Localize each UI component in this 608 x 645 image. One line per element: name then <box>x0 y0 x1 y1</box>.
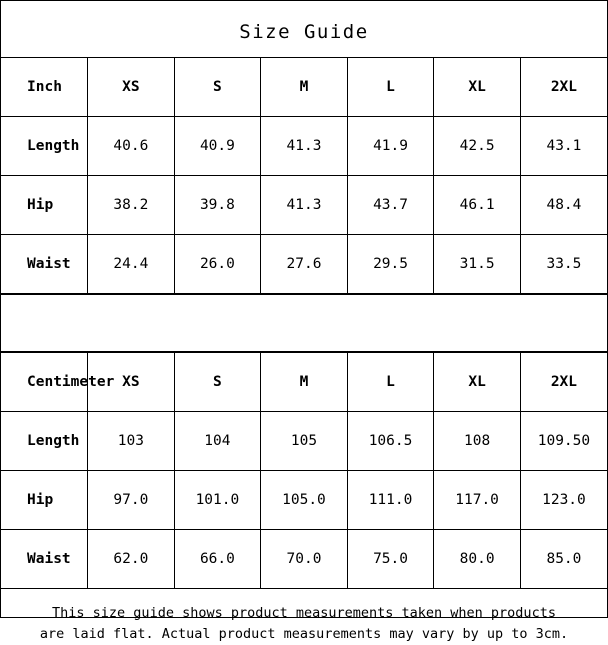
column-header-2xl: 2XL <box>520 353 607 412</box>
size-guide-note <box>1 589 607 645</box>
row-label-length: Length <box>1 412 88 471</box>
table-header-row <box>1 58 607 117</box>
cell-waist-m: 70.0 <box>261 530 348 589</box>
cell-length-xl: 42.5 <box>434 117 521 176</box>
table-row <box>1 117 607 176</box>
size-table-centimeter <box>1 352 607 589</box>
row-label-hip: Hip <box>1 176 88 235</box>
column-header-xs: XS <box>88 353 175 412</box>
cell-hip-2xl: 123.0 <box>520 471 607 530</box>
cell-waist-xl: 80.0 <box>434 530 521 589</box>
cell-waist-xs: 62.0 <box>88 530 175 589</box>
cell-length-m: 41.3 <box>261 117 348 176</box>
cell-length-2xl: 43.1 <box>520 117 607 176</box>
cell-waist-s: 66.0 <box>174 530 261 589</box>
column-header-xl: XL <box>434 353 521 412</box>
cell-hip-m: 105.0 <box>261 471 348 530</box>
cell-length-m: 105 <box>261 412 348 471</box>
column-header-s: S <box>174 58 261 117</box>
column-header-m: M <box>261 58 348 117</box>
row-label-waist: Waist <box>1 235 88 294</box>
column-header-l: L <box>347 353 434 412</box>
cell-waist-s: 26.0 <box>174 235 261 294</box>
table-row <box>1 235 607 294</box>
note-line-2: are laid flat. Actual product measurements may vary by up to 3cm. <box>39 626 569 642</box>
cell-hip-xs: 38.2 <box>88 176 175 235</box>
row-label-hip: Hip <box>1 471 88 530</box>
cell-length-l: 41.9 <box>347 117 434 176</box>
cell-waist-l: 29.5 <box>347 235 434 294</box>
cell-hip-m: 41.3 <box>261 176 348 235</box>
cell-hip-xs: 97.0 <box>88 471 175 530</box>
table-row <box>1 176 607 235</box>
column-header-m: M <box>261 353 348 412</box>
column-header-xs: XS <box>88 58 175 117</box>
cell-length-xl: 108 <box>434 412 521 471</box>
cell-length-s: 104 <box>174 412 261 471</box>
cell-hip-l: 111.0 <box>347 471 434 530</box>
cell-waist-2xl: 85.0 <box>520 530 607 589</box>
table-separator <box>1 294 607 352</box>
table-row <box>1 471 607 530</box>
table-row <box>1 530 607 589</box>
cell-length-xs: 40.6 <box>88 117 175 176</box>
cell-waist-xl: 31.5 <box>434 235 521 294</box>
column-header-xl: XL <box>434 58 521 117</box>
cell-waist-l: 75.0 <box>347 530 434 589</box>
cell-length-l: 106.5 <box>347 412 434 471</box>
row-label-waist: Waist <box>1 530 88 589</box>
cell-length-2xl: 109.50 <box>520 412 607 471</box>
cell-waist-xs: 24.4 <box>88 235 175 294</box>
cell-hip-s: 101.0 <box>174 471 261 530</box>
table-header-row <box>1 353 607 412</box>
cell-hip-xl: 46.1 <box>434 176 521 235</box>
column-header-s: S <box>174 353 261 412</box>
cell-length-xs: 103 <box>88 412 175 471</box>
unit-label-centimeter: Centimeter <box>1 353 88 412</box>
table-row <box>1 412 607 471</box>
note-line-1: This size guide shows product measurements taken when products <box>52 605 556 621</box>
cell-waist-2xl: 33.5 <box>520 235 607 294</box>
cell-length-s: 40.9 <box>174 117 261 176</box>
column-header-2xl: 2XL <box>520 58 607 117</box>
page-title: Size Guide <box>239 21 369 43</box>
cell-hip-s: 39.8 <box>174 176 261 235</box>
column-header-l: L <box>347 58 434 117</box>
cell-hip-l: 43.7 <box>347 176 434 235</box>
unit-label-inch: Inch <box>1 58 88 117</box>
cell-waist-m: 27.6 <box>261 235 348 294</box>
size-table-inch <box>1 57 607 294</box>
cell-hip-2xl: 48.4 <box>520 176 607 235</box>
cell-hip-xl: 117.0 <box>434 471 521 530</box>
row-label-length: Length <box>1 117 88 176</box>
